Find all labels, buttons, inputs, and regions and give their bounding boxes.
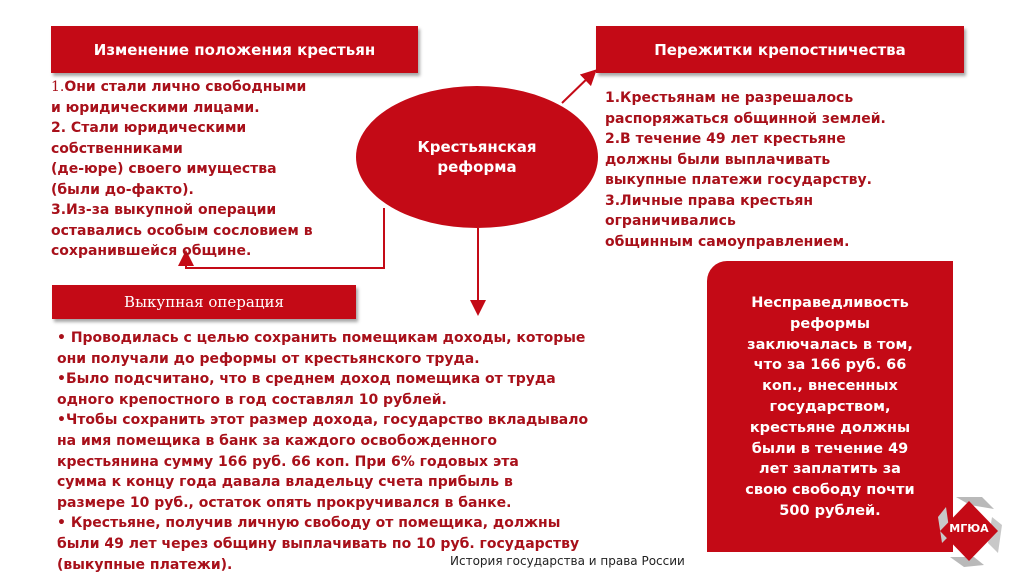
list-item: сумма к концу года давала владельцу счета прибыль в xyxy=(57,474,513,491)
reform-injustice-box xyxy=(707,261,953,552)
list-item: 3.Из-за выкупной операции xyxy=(51,202,277,218)
list-item: 1.Крестьянам не разрешалось xyxy=(605,90,854,106)
list-item: должны были выплачивать xyxy=(605,151,831,168)
box-line: Несправедливость xyxy=(751,295,909,311)
list-item: (де-юре) своего имущества xyxy=(51,161,277,177)
box-line: что за 166 руб. 66 xyxy=(753,357,907,374)
header-peasant-status: Изменение положения крестьян xyxy=(51,26,418,73)
list-item: оставались особым сословием в xyxy=(51,222,313,239)
serfdom-survivals-list xyxy=(605,88,960,252)
list-item: одного крепостного в год составлял 10 рублей. xyxy=(57,391,447,408)
peasant-status-list xyxy=(51,77,381,262)
box-line: свою свободу почти xyxy=(745,482,915,499)
list-item: •Чтобы сохранить этот размер дохода, государство вкладывало xyxy=(57,412,589,429)
list-item: крестьянина сумму 166 руб. 66 коп. При 6% годовых эта xyxy=(57,453,519,470)
list-item: на имя помещика в банк за каждого освобожденного xyxy=(57,432,497,449)
ellipse-line-1: Крестьянская xyxy=(417,138,537,156)
list-item: (выкупные платежи). xyxy=(57,556,233,573)
list-text: Они стали лично свободными xyxy=(64,79,307,95)
box-line: реформы xyxy=(790,315,870,332)
header-redemption-operation: Выкупная операция xyxy=(52,285,356,319)
list-item: •Было подсчитано, что в среднем доход помещика от труда xyxy=(57,371,556,388)
list-item: и юридическими лицами. xyxy=(51,99,260,116)
box-line: 500 рублей. xyxy=(779,502,881,519)
redemption-operation-list xyxy=(57,328,707,575)
box-line: государством, xyxy=(769,398,891,415)
list-item xyxy=(51,77,381,98)
list-item: распоряжаться общинной землей. xyxy=(605,110,886,127)
list-item: они получали до реформы от крестьянского труда. xyxy=(57,350,480,367)
list-item: ограничивались xyxy=(605,213,736,229)
list-item: 2.В течение 49 лет крестьяне xyxy=(605,131,846,147)
footer-course-title: История государства и права России xyxy=(450,554,685,568)
box-line: были в течение 49 xyxy=(751,440,909,457)
list-item: общинным самоуправлением. xyxy=(605,233,850,250)
list-item: собственниками xyxy=(51,140,183,157)
ellipse-line-2: реформа xyxy=(437,158,517,176)
logo-text: МГЮА xyxy=(949,522,989,535)
list-item: 3.Личные права крестьян xyxy=(605,192,814,209)
list-item: были 49 лет через общину выплачивать по 10 руб. государству xyxy=(57,535,580,552)
list-item: • Проводилась с целью сохранить помещикам доходы, которые xyxy=(57,330,586,346)
box-line: крестьяне должны xyxy=(749,419,911,436)
list-number: 1. xyxy=(51,79,65,95)
list-item: размере 10 руб., остаток опять прокручивался в банке. xyxy=(57,494,512,511)
list-item: сохранившейся общине. xyxy=(51,243,252,259)
header-serfdom-survivals: Пережитки крепостничества xyxy=(596,26,964,73)
box-line: заключалась в том, xyxy=(747,336,913,353)
list-item: • Крестьяне, получив личную свободу от помещика, должны xyxy=(57,515,561,532)
box-line: лет заплатить за xyxy=(759,461,901,478)
list-item: (были до-факто). xyxy=(51,181,194,198)
list-item: 2. Стали юридическими xyxy=(51,120,247,136)
arrow-to-survivals xyxy=(562,72,594,103)
box-line: коп., внесенных xyxy=(762,378,898,395)
list-item: выкупные платежи государству. xyxy=(605,172,872,188)
peasant-reform-ellipse xyxy=(356,86,598,228)
